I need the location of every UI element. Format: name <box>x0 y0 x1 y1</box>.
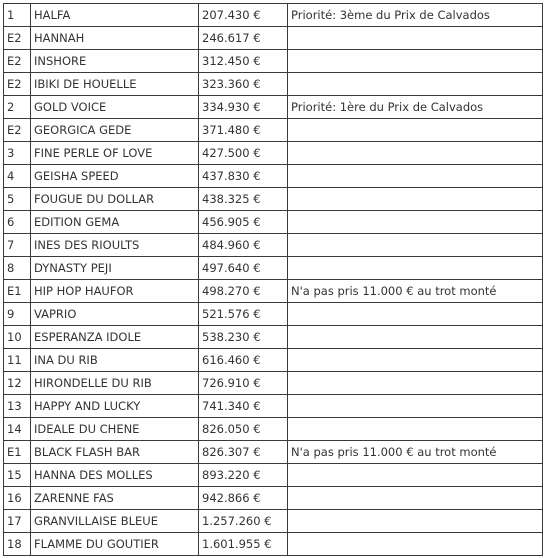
earnings-cell: 826.050 € <box>199 418 288 441</box>
horse-name-cell: GEISHA SPEED <box>31 165 199 188</box>
table-row <box>4 418 543 441</box>
earnings-cell: 246.617 € <box>199 27 288 50</box>
rank-cell: 12 <box>4 372 31 395</box>
rank-cell: 2 <box>4 96 31 119</box>
table-row <box>4 303 543 326</box>
note-cell <box>288 165 543 188</box>
table-row <box>4 326 543 349</box>
horse-name-cell: BLACK FLASH BAR <box>31 441 199 464</box>
rank-cell: E1 <box>4 441 31 464</box>
earnings-cell: 371.480 € <box>199 119 288 142</box>
note-cell: Priorité: 3ème du Prix de Calvados <box>288 4 543 27</box>
note-cell <box>288 234 543 257</box>
note-cell <box>288 510 543 533</box>
note-cell <box>288 326 543 349</box>
table-row <box>4 211 543 234</box>
earnings-cell: 741.340 € <box>199 395 288 418</box>
note-cell <box>288 372 543 395</box>
horse-name-cell: FLAMME DU GOUTIER <box>31 533 199 556</box>
table-row <box>4 280 543 303</box>
horse-name-cell: INSHORE <box>31 50 199 73</box>
earnings-cell: 438.325 € <box>199 188 288 211</box>
table-row <box>4 119 543 142</box>
earnings-cell: 826.307 € <box>199 441 288 464</box>
note-cell: Priorité: 1ère du Prix de Calvados <box>288 96 543 119</box>
earnings-cell: 538.230 € <box>199 326 288 349</box>
note-cell <box>288 418 543 441</box>
horse-name-cell: INES DES RIOULTS <box>31 234 199 257</box>
rank-cell: E2 <box>4 119 31 142</box>
earnings-cell: 437.830 € <box>199 165 288 188</box>
note-cell <box>288 349 543 372</box>
table-row <box>4 441 543 464</box>
note-cell <box>288 303 543 326</box>
horse-name-cell: HANNAH <box>31 27 199 50</box>
table-row <box>4 464 543 487</box>
note-cell <box>288 533 543 556</box>
table-row <box>4 510 543 533</box>
horse-name-cell: IBIKI DE HOUELLE <box>31 73 199 96</box>
runners-table-body <box>4 4 543 556</box>
note-cell: N'a pas pris 11.000 € au trot monté <box>288 280 543 303</box>
horse-name-cell: HIRONDELLE DU RIB <box>31 372 199 395</box>
rank-cell: 10 <box>4 326 31 349</box>
horse-name-cell: FINE PERLE OF LOVE <box>31 142 199 165</box>
earnings-cell: 497.640 € <box>199 257 288 280</box>
rank-cell: 1 <box>4 4 31 27</box>
earnings-cell: 616.460 € <box>199 349 288 372</box>
earnings-cell: 456.905 € <box>199 211 288 234</box>
earnings-cell: 726.910 € <box>199 372 288 395</box>
horse-name-cell: GRANVILLAISE BLEUE <box>31 510 199 533</box>
table-row <box>4 533 543 556</box>
rank-cell: 13 <box>4 395 31 418</box>
horse-name-cell: INA DU RIB <box>31 349 199 372</box>
table-row <box>4 349 543 372</box>
horse-name-cell: EDITION GEMA <box>31 211 199 234</box>
runners-table-container <box>3 3 542 556</box>
note-cell <box>288 50 543 73</box>
note-cell: N'a pas pris 11.000 € au trot monté <box>288 441 543 464</box>
note-cell <box>288 119 543 142</box>
table-row <box>4 234 543 257</box>
note-cell <box>288 211 543 234</box>
earnings-cell: 334.930 € <box>199 96 288 119</box>
table-row <box>4 372 543 395</box>
horse-name-cell: HIP HOP HAUFOR <box>31 280 199 303</box>
rank-cell: 5 <box>4 188 31 211</box>
horse-name-cell: IDEALE DU CHENE <box>31 418 199 441</box>
rank-cell: 17 <box>4 510 31 533</box>
table-row <box>4 50 543 73</box>
rank-cell: 14 <box>4 418 31 441</box>
table-row <box>4 142 543 165</box>
table-row <box>4 96 543 119</box>
rank-cell: 4 <box>4 165 31 188</box>
horse-name-cell: VAPRIO <box>31 303 199 326</box>
horse-name-cell: HAPPY AND LUCKY <box>31 395 199 418</box>
horse-name-cell: ZARENNE FAS <box>31 487 199 510</box>
horse-name-cell: ESPERANZA IDOLE <box>31 326 199 349</box>
table-row <box>4 4 543 27</box>
rank-cell: 16 <box>4 487 31 510</box>
note-cell <box>288 142 543 165</box>
earnings-cell: 427.500 € <box>199 142 288 165</box>
horse-name-cell: GEORGICA GEDE <box>31 119 199 142</box>
rank-cell: E2 <box>4 73 31 96</box>
note-cell <box>288 464 543 487</box>
horse-name-cell: FOUGUE DU DOLLAR <box>31 188 199 211</box>
earnings-cell: 484.960 € <box>199 234 288 257</box>
earnings-cell: 942.866 € <box>199 487 288 510</box>
table-row <box>4 487 543 510</box>
rank-cell: 6 <box>4 211 31 234</box>
horse-name-cell: GOLD VOICE <box>31 96 199 119</box>
rank-cell: 9 <box>4 303 31 326</box>
earnings-cell: 312.450 € <box>199 50 288 73</box>
horse-name-cell: HALFA <box>31 4 199 27</box>
runners-table <box>3 3 543 556</box>
note-cell <box>288 395 543 418</box>
rank-cell: 15 <box>4 464 31 487</box>
note-cell <box>288 188 543 211</box>
rank-cell: 11 <box>4 349 31 372</box>
note-cell <box>288 487 543 510</box>
earnings-cell: 323.360 € <box>199 73 288 96</box>
earnings-cell: 498.270 € <box>199 280 288 303</box>
table-row <box>4 257 543 280</box>
table-row <box>4 73 543 96</box>
rank-cell: 7 <box>4 234 31 257</box>
earnings-cell: 1.601.955 € <box>199 533 288 556</box>
horse-name-cell: DYNASTY PEJI <box>31 257 199 280</box>
table-row <box>4 188 543 211</box>
rank-cell: 3 <box>4 142 31 165</box>
earnings-cell: 521.576 € <box>199 303 288 326</box>
table-row <box>4 165 543 188</box>
rank-cell: E2 <box>4 27 31 50</box>
table-row <box>4 27 543 50</box>
earnings-cell: 1.257.260 € <box>199 510 288 533</box>
note-cell <box>288 73 543 96</box>
note-cell <box>288 257 543 280</box>
rank-cell: 8 <box>4 257 31 280</box>
earnings-cell: 893.220 € <box>199 464 288 487</box>
rank-cell: E1 <box>4 280 31 303</box>
rank-cell: E2 <box>4 50 31 73</box>
table-row <box>4 395 543 418</box>
note-cell <box>288 27 543 50</box>
rank-cell: 18 <box>4 533 31 556</box>
earnings-cell: 207.430 € <box>199 4 288 27</box>
horse-name-cell: HANNA DES MOLLES <box>31 464 199 487</box>
